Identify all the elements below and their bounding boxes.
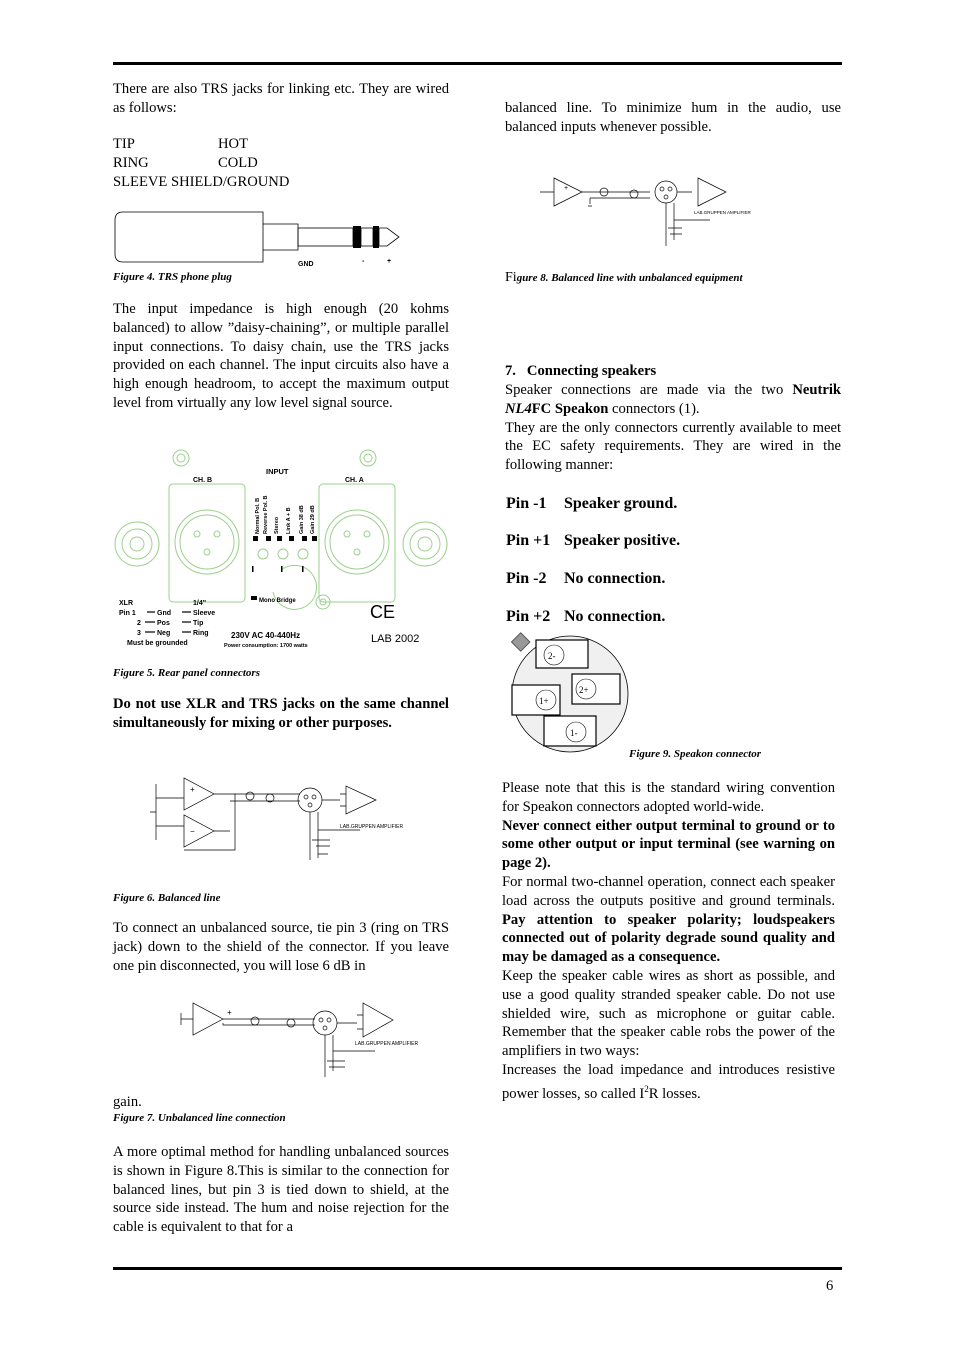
pin-id: Pin -2 bbox=[506, 570, 547, 587]
caption-rest: gure 8. Balanced line with unbalanced equipment bbox=[516, 272, 743, 284]
section-heading bbox=[505, 362, 841, 381]
amp-label: LAB.GRUPPEN AMPLIFIER bbox=[340, 824, 404, 830]
pin-desc: No connection. bbox=[564, 570, 666, 587]
pin3-label: 3 bbox=[137, 630, 141, 637]
tip-label: Tip bbox=[193, 620, 204, 627]
note-text: Please note that this is the standard wiring convention for Speakon connectors adopted world-wide. bbox=[502, 780, 835, 815]
unbalanced-paragraph bbox=[113, 919, 449, 975]
speakon-connector-figure bbox=[506, 632, 636, 752]
figure7-caption: Figure 7. Unbalanced line connection bbox=[113, 1112, 286, 1124]
ch-b-label: CH. B bbox=[193, 477, 213, 484]
impedance-text: The input impedance is high enough (20 kohms balanced) to allow ”daisy-chaining”, or multiple parallel input connections. To daisy chain, use the TRS jacks provided on each channel. The input circuits also have a high enough headroom, to accept the maximum output level from virtually any low level signal source. bbox=[113, 301, 449, 411]
pin-desc: Speaker ground. bbox=[564, 495, 678, 512]
figure9-caption: Figure 9. Speakon connector bbox=[629, 748, 762, 760]
pin-id: Pin -1 bbox=[506, 495, 547, 512]
quarter-inch-label: 1/4" bbox=[193, 600, 207, 607]
gnd-label: GND bbox=[298, 261, 314, 268]
pin-1-minus: 1- bbox=[570, 728, 578, 738]
unbalanced-line-figure bbox=[175, 995, 419, 1085]
input-label: INPUT bbox=[266, 467, 289, 476]
figure4-caption: Figure 4. TRS phone plug bbox=[113, 271, 232, 283]
rear-panel-figure bbox=[113, 442, 449, 652]
ac-label: 230V AC 40-440Hz bbox=[231, 631, 301, 640]
trs-value: SHIELD/GROUND bbox=[170, 174, 290, 190]
unbalanced-text: To connect an unbalanced source, tie pin 3 (ring on TRS jack) down to the shield of the connector. If you leave one pin disconnected, you will lose 6 dB in bbox=[113, 920, 449, 974]
brand: Neutrik bbox=[792, 382, 841, 398]
switch-label: Reverse Pol. B bbox=[263, 495, 269, 534]
ring-label: Ring bbox=[193, 630, 209, 637]
gain-word: gain. bbox=[113, 1094, 142, 1110]
section-number: 7. bbox=[505, 363, 516, 379]
plus-sign: + bbox=[190, 785, 195, 794]
increase-a: Increases the load impedance and introduces resistive power losses, so called I bbox=[502, 1061, 835, 1102]
speakers-paragraph bbox=[505, 381, 841, 475]
ce-mark: CE bbox=[370, 602, 396, 622]
speakers-text-b: connectors (1). bbox=[608, 400, 700, 417]
pin1-label: Pin 1 bbox=[119, 610, 136, 617]
switch-label: Gain 29 dB bbox=[310, 505, 316, 534]
speakers-text-a: Speaker connections are made via the two bbox=[505, 382, 793, 398]
switch-label: Normal Pol. B bbox=[255, 497, 261, 534]
increase-b: R losses. bbox=[648, 1085, 701, 1102]
grounded-label: Must be grounded bbox=[127, 640, 188, 647]
plug-insulator bbox=[353, 226, 361, 248]
pin-desc: No connection. bbox=[564, 608, 666, 625]
power-label: Power consumption: 1700 watts bbox=[224, 643, 308, 649]
amp-label: LAB.GRUPPEN AMPLIFIER bbox=[694, 210, 751, 215]
plug-sleeve bbox=[263, 224, 298, 250]
trs-name: RING bbox=[113, 154, 149, 171]
normal-text bbox=[502, 873, 835, 967]
model-label: LAB 2002 bbox=[371, 633, 420, 645]
pin-2-plus: 2+ bbox=[579, 685, 589, 695]
switch-label: Link A + B bbox=[286, 507, 292, 534]
intro-paragraph: There are also TRS jacks for linking etc. They are wired as follows: bbox=[113, 81, 449, 116]
plug-body bbox=[115, 212, 263, 262]
figure6-caption: Figure 6. Balanced line bbox=[113, 892, 221, 904]
pin-2-minus: 2- bbox=[548, 651, 556, 661]
switch-label: Stereo bbox=[274, 516, 280, 534]
increase-sup: 2 bbox=[644, 1083, 649, 1094]
pin-1-plus: 1+ bbox=[539, 696, 549, 706]
sleeve-label: Sleeve bbox=[193, 610, 216, 617]
ch-a-label: CH. A bbox=[345, 477, 364, 484]
left-column bbox=[113, 80, 449, 118]
figure8-caption bbox=[505, 268, 841, 288]
section-title: Connecting speakers bbox=[526, 363, 657, 379]
plus-label: + bbox=[387, 258, 392, 265]
pin-row bbox=[506, 532, 680, 550]
never-text: Never connect either output terminal to ground or to some other output or input terminal (see warning on page 2). bbox=[502, 817, 835, 872]
plus-sign: + bbox=[564, 185, 569, 192]
plug-shaft bbox=[298, 228, 353, 246]
trs-plug-figure bbox=[113, 208, 413, 268]
xlr-label: XLR bbox=[119, 600, 133, 607]
pin-desc: Speaker positive. bbox=[564, 532, 681, 549]
header-rule bbox=[113, 62, 842, 65]
plug-insulator-2 bbox=[373, 226, 379, 248]
neg-label: Neg bbox=[157, 630, 171, 637]
normal-b: Pay attention to speaker polarity; loudspeakers connected out of polarity degrade sound quality and may be damaged as a consequence. bbox=[502, 911, 835, 966]
continued-text: balanced line. To minimize hum in the audio, use balanced inputs whenever possible. bbox=[505, 100, 841, 135]
balanced-line-figure bbox=[140, 770, 404, 870]
pin-row bbox=[506, 608, 665, 626]
minus-label: - bbox=[362, 258, 365, 265]
warning-paragraph bbox=[113, 695, 449, 733]
warning-text: Do not use XLR and TRS jacks on the same channel simultaneously for mixing or other purposes. bbox=[113, 696, 449, 731]
safety-text: They are the only connectors currently available to meet the EC safety requirements. They are wired in the following manner: bbox=[505, 419, 841, 474]
impedance-paragraph bbox=[113, 300, 449, 413]
cable-text: Keep the speaker cable wires as short as possible, and use a good quality stranded speaker cable. Do not use shielded wire, such as microphone or guitar cable. Remember that the speaker cable robs the power of the amplifiers in two ways: bbox=[502, 967, 835, 1060]
pin2-label: 2 bbox=[137, 620, 141, 627]
pin-id: Pin +1 bbox=[506, 532, 551, 549]
nl4: NL4 bbox=[505, 400, 532, 417]
plug-tip bbox=[379, 228, 399, 246]
plug-ring bbox=[361, 228, 373, 246]
increase-text bbox=[502, 1061, 835, 1103]
continued-paragraph bbox=[505, 99, 841, 137]
trs-sleeve-row bbox=[113, 173, 413, 192]
optimal-paragraph bbox=[113, 1143, 449, 1237]
speakers-text bbox=[505, 381, 841, 419]
switch-label: Gain 38 dB bbox=[299, 505, 305, 534]
pin-id: Pin +2 bbox=[506, 608, 551, 625]
pin-row bbox=[506, 495, 677, 513]
pos-label: Pos bbox=[157, 620, 170, 627]
gnd-label: Gnd bbox=[157, 610, 171, 617]
balanced-unbalanced-figure bbox=[530, 172, 750, 252]
trs-value: HOT bbox=[218, 136, 248, 152]
amp-label: LAB.GRUPPEN AMPLIFIER bbox=[355, 1041, 419, 1047]
optimal-text: A more optimal method for handling unbalanced sources is shown in Figure 8.This is similar to the connection for balanced lines, but pin 3 is tied down to shield, at the source side instead. The hum and noise rejection for the cable is equivalent to that for a bbox=[113, 1144, 449, 1236]
trs-name: TIP bbox=[113, 136, 135, 152]
mono-bridge-label: Mono Bridge bbox=[259, 598, 296, 604]
page-number: 6 bbox=[826, 1278, 834, 1294]
normal-a: For normal two-channel operation, connect each speaker load across the outputs positive and ground terminals. bbox=[502, 873, 835, 909]
pin-row bbox=[506, 570, 665, 588]
minus-sign: − bbox=[190, 827, 195, 836]
trs-wiring-table bbox=[113, 135, 258, 173]
plus-sign: + bbox=[227, 1008, 232, 1017]
trs-value: COLD bbox=[218, 154, 258, 171]
fc-speakon: FC Speakon bbox=[531, 400, 609, 417]
figure5-caption: Figure 5. Rear panel connectors bbox=[113, 667, 260, 679]
caption-fi: Fi bbox=[505, 270, 517, 285]
footer-rule bbox=[113, 1267, 842, 1270]
note-paragraph bbox=[502, 779, 835, 1103]
trs-name: SLEEVE bbox=[113, 174, 168, 190]
